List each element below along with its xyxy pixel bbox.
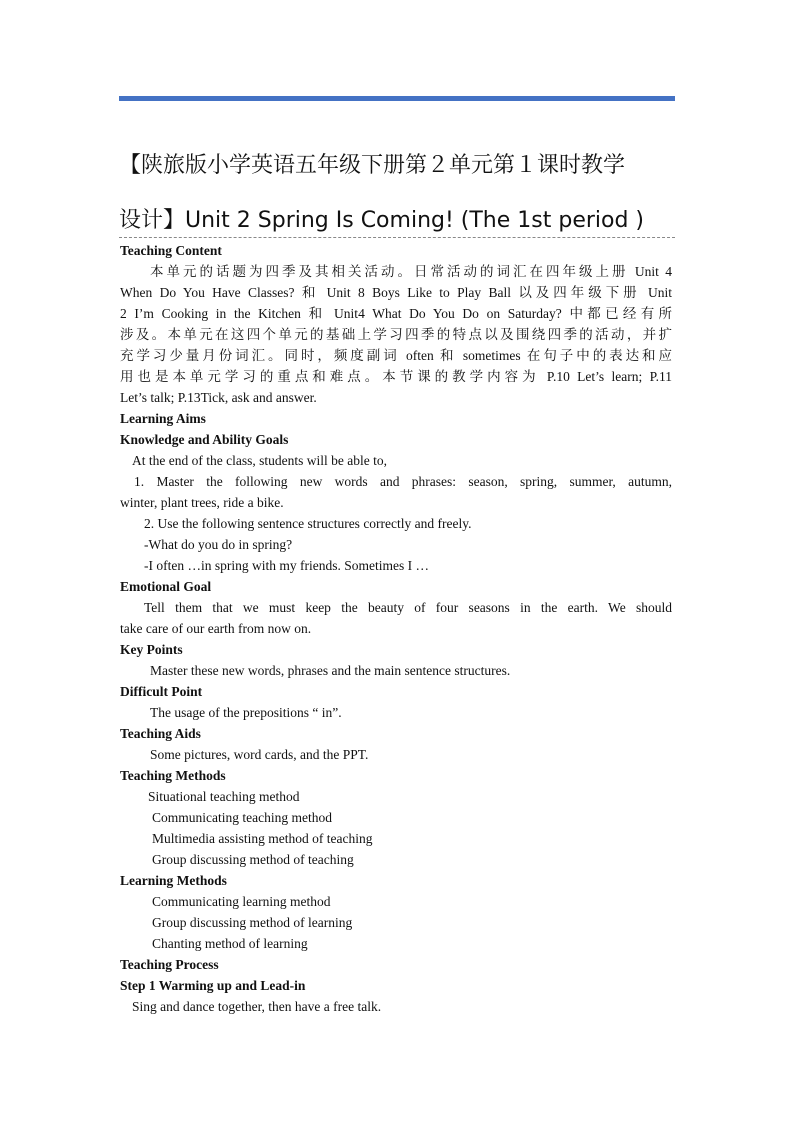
knowledge-goals-heading: Knowledge and Ability Goals <box>120 432 289 447</box>
teaching-aids-text: Some pictures, word cards, and the PPT. <box>150 747 369 762</box>
teaching-content-line: 本单元的话题为四季及其相关活动。日常活动的词汇在四年级上册 Unit 4 <box>150 264 672 279</box>
teaching-method-item: Communicating teaching method <box>152 810 332 825</box>
step-1-text: Sing and dance together, then have a free talk. <box>132 999 382 1014</box>
difficult-point-heading: Difficult Point <box>120 684 203 699</box>
knowledge-goal-item-2: 2. Use the following sentence structures correctly and freely. <box>144 516 472 531</box>
document-body <box>120 240 672 1017</box>
teaching-process-heading: Teaching Process <box>120 957 219 972</box>
learning-aims-heading: Learning Aims <box>120 411 206 426</box>
key-points-text: Master these new words, phrases and the main sentence structures. <box>150 663 511 678</box>
knowledge-goal-item-1: 1. Master the following new words and phrases: season, spring, summer, autumn, <box>134 474 672 489</box>
teaching-content-line: Let’s talk; P.13Tick, ask and answer. <box>120 390 317 405</box>
teaching-content-line: 2 I’m Cooking in the Kitchen 和 Unit4 What Do You Do on Saturday? 中都已经有所 <box>120 306 672 321</box>
teaching-content-line: 充学习少量月份词汇。同时，频度副词 often 和 sometimes 在句子中的表达和应 <box>120 348 672 363</box>
sentence-structure-answer: -I often …in spring with my friends. Sometimes I … <box>144 558 429 573</box>
document-title-line1: 【陕旅版小学英语五年级下册第２单元第１课时教学 <box>119 153 626 178</box>
learning-methods-heading: Learning Methods <box>120 873 227 888</box>
step-1-heading: Step 1 Warming up and Lead-in <box>120 978 306 993</box>
key-points-heading: Key Points <box>120 642 183 657</box>
teaching-content-line: 涉及。本单元在这四个单元的基础上学习四季的特点以及围绕四季的活动，并扩 <box>120 327 672 342</box>
teaching-methods-heading: Teaching Methods <box>120 768 226 783</box>
header-rule <box>119 96 675 101</box>
teaching-content-line: 用也是本单元学习的重点和难点。本节课的教学内容为 P.10 Let’s learn; P.11 <box>120 369 672 384</box>
sentence-structure-question: -What do you do in spring? <box>144 537 293 552</box>
knowledge-goals-intro: At the end of the class, students will be able to, <box>132 453 387 468</box>
teaching-method-item: Group discussing method of teaching <box>152 852 354 867</box>
learning-method-item: Group discussing method of learning <box>152 915 353 930</box>
emotional-goal-heading: Emotional Goal <box>120 579 212 594</box>
teaching-content-line: When Do You Have Classes? 和 Unit 8 Boys Like to Play Ball 以及四年级下册 Unit <box>120 285 672 300</box>
teaching-content-heading: Teaching Content <box>120 243 222 258</box>
teaching-method-item: Multimedia assisting method of teaching <box>152 831 373 846</box>
knowledge-goal-item-1-cont: winter, plant trees, ride a bike. <box>120 495 284 510</box>
learning-method-item: Chanting method of learning <box>152 936 308 951</box>
emotional-goal-line: take care of our earth from now on. <box>120 621 312 636</box>
learning-method-item: Communicating learning method <box>152 894 331 909</box>
document-title-line2: 设计】Unit 2 Spring Is Coming! (The 1st period ) <box>119 208 645 233</box>
teaching-method-item: Situational teaching method <box>148 789 300 804</box>
difficult-point-text: The usage of the prepositions “ in”. <box>150 705 342 720</box>
teaching-aids-heading: Teaching Aids <box>120 726 201 741</box>
emotional-goal-line: Tell them that we must keep the beauty of four seasons in the earth. We should <box>144 600 672 615</box>
title-divider <box>119 237 675 238</box>
